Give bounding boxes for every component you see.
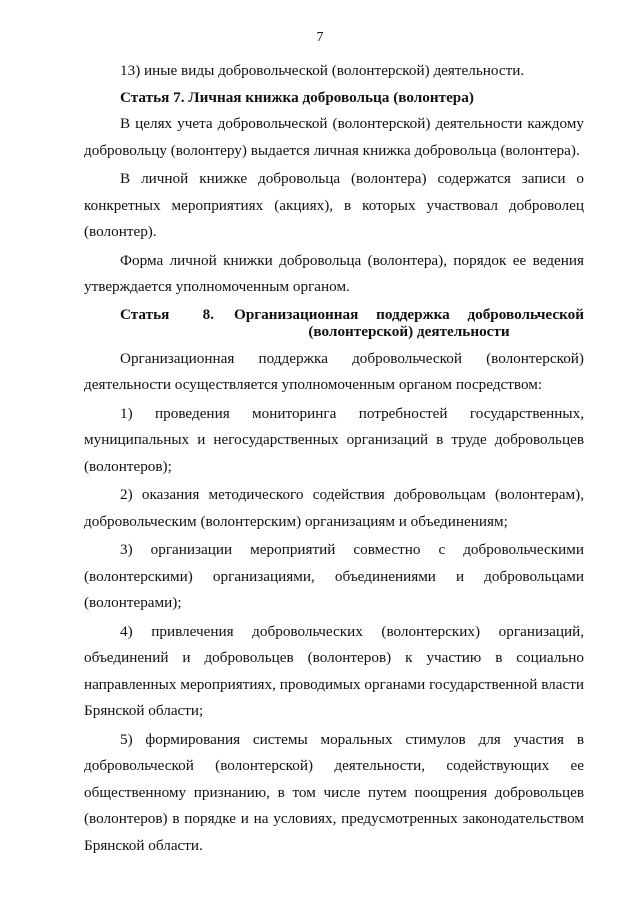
article-word: Статья [120, 305, 170, 323]
article-7-paragraph: В целях учета добровольческой (волонтерской) деятельности каждому добровольцу (волонтеру) выдается личная книжка добровольца (волонтера). [84, 115, 584, 159]
document-body [84, 58, 584, 859]
list-item: 2) оказания методического содействия добровольцам (волонтерам), добровольческим (волонтерским) организациям и объединениям; [84, 486, 584, 530]
list-item: 1) проведения мониторинга потребностей государственных, муниципальных и негосударственных организаций в труде добровольцев (волонтеров); [84, 404, 584, 475]
article-7-paragraph: Форма личной книжки добровольца (волонтера), порядок ее ведения утверждается уполномоченным органом. [84, 251, 584, 295]
list-item-13: 13) иные виды добровольческой (волонтерской) деятельности. [120, 62, 525, 79]
article-8-title: Организационная поддержка добровольческой (волонтерской) деятельности [234, 305, 584, 340]
page-number: 7 [316, 30, 324, 45]
list-item: 3) организации мероприятий совместно с добровольческими (волонтерскими) организациями, объединениями и добровольцами (волонтерами); [84, 541, 584, 611]
list-item: 5) формирования системы моральных стимулов для участия в добровольческой (волонтерской) деятельности, содействующих ее общественному признанию, в том числе путем поощрения добровольцев (волонтеров) в порядке и на условиях, предусмотренных законодательством Брянской области. [84, 730, 584, 854]
article-8-heading [84, 306, 584, 340]
article-number: 8. [202, 305, 214, 323]
article-7-paragraph: В личной книжке добровольца (волонтера) содержатся записи о конкретных мероприятиях (акциях), в которых участвовал доброволец (волонтер). [84, 170, 584, 240]
article-8-label [84, 306, 234, 340]
article-8-intro: Организационная поддержка добровольческой (волонтерской) деятельности осуществляется уполномоченным органом посредством: [84, 349, 584, 393]
article-7-heading: Статья 7. Личная книжка добровольца (волонтера) [120, 88, 474, 106]
list-item: 4) привлечения добровольческих (волонтерских) организаций, объединений и добровольцев (волонтеров) к участию в социально направленных мероприятиях, проводимых органами государственной власти Брянской области; [84, 622, 584, 719]
